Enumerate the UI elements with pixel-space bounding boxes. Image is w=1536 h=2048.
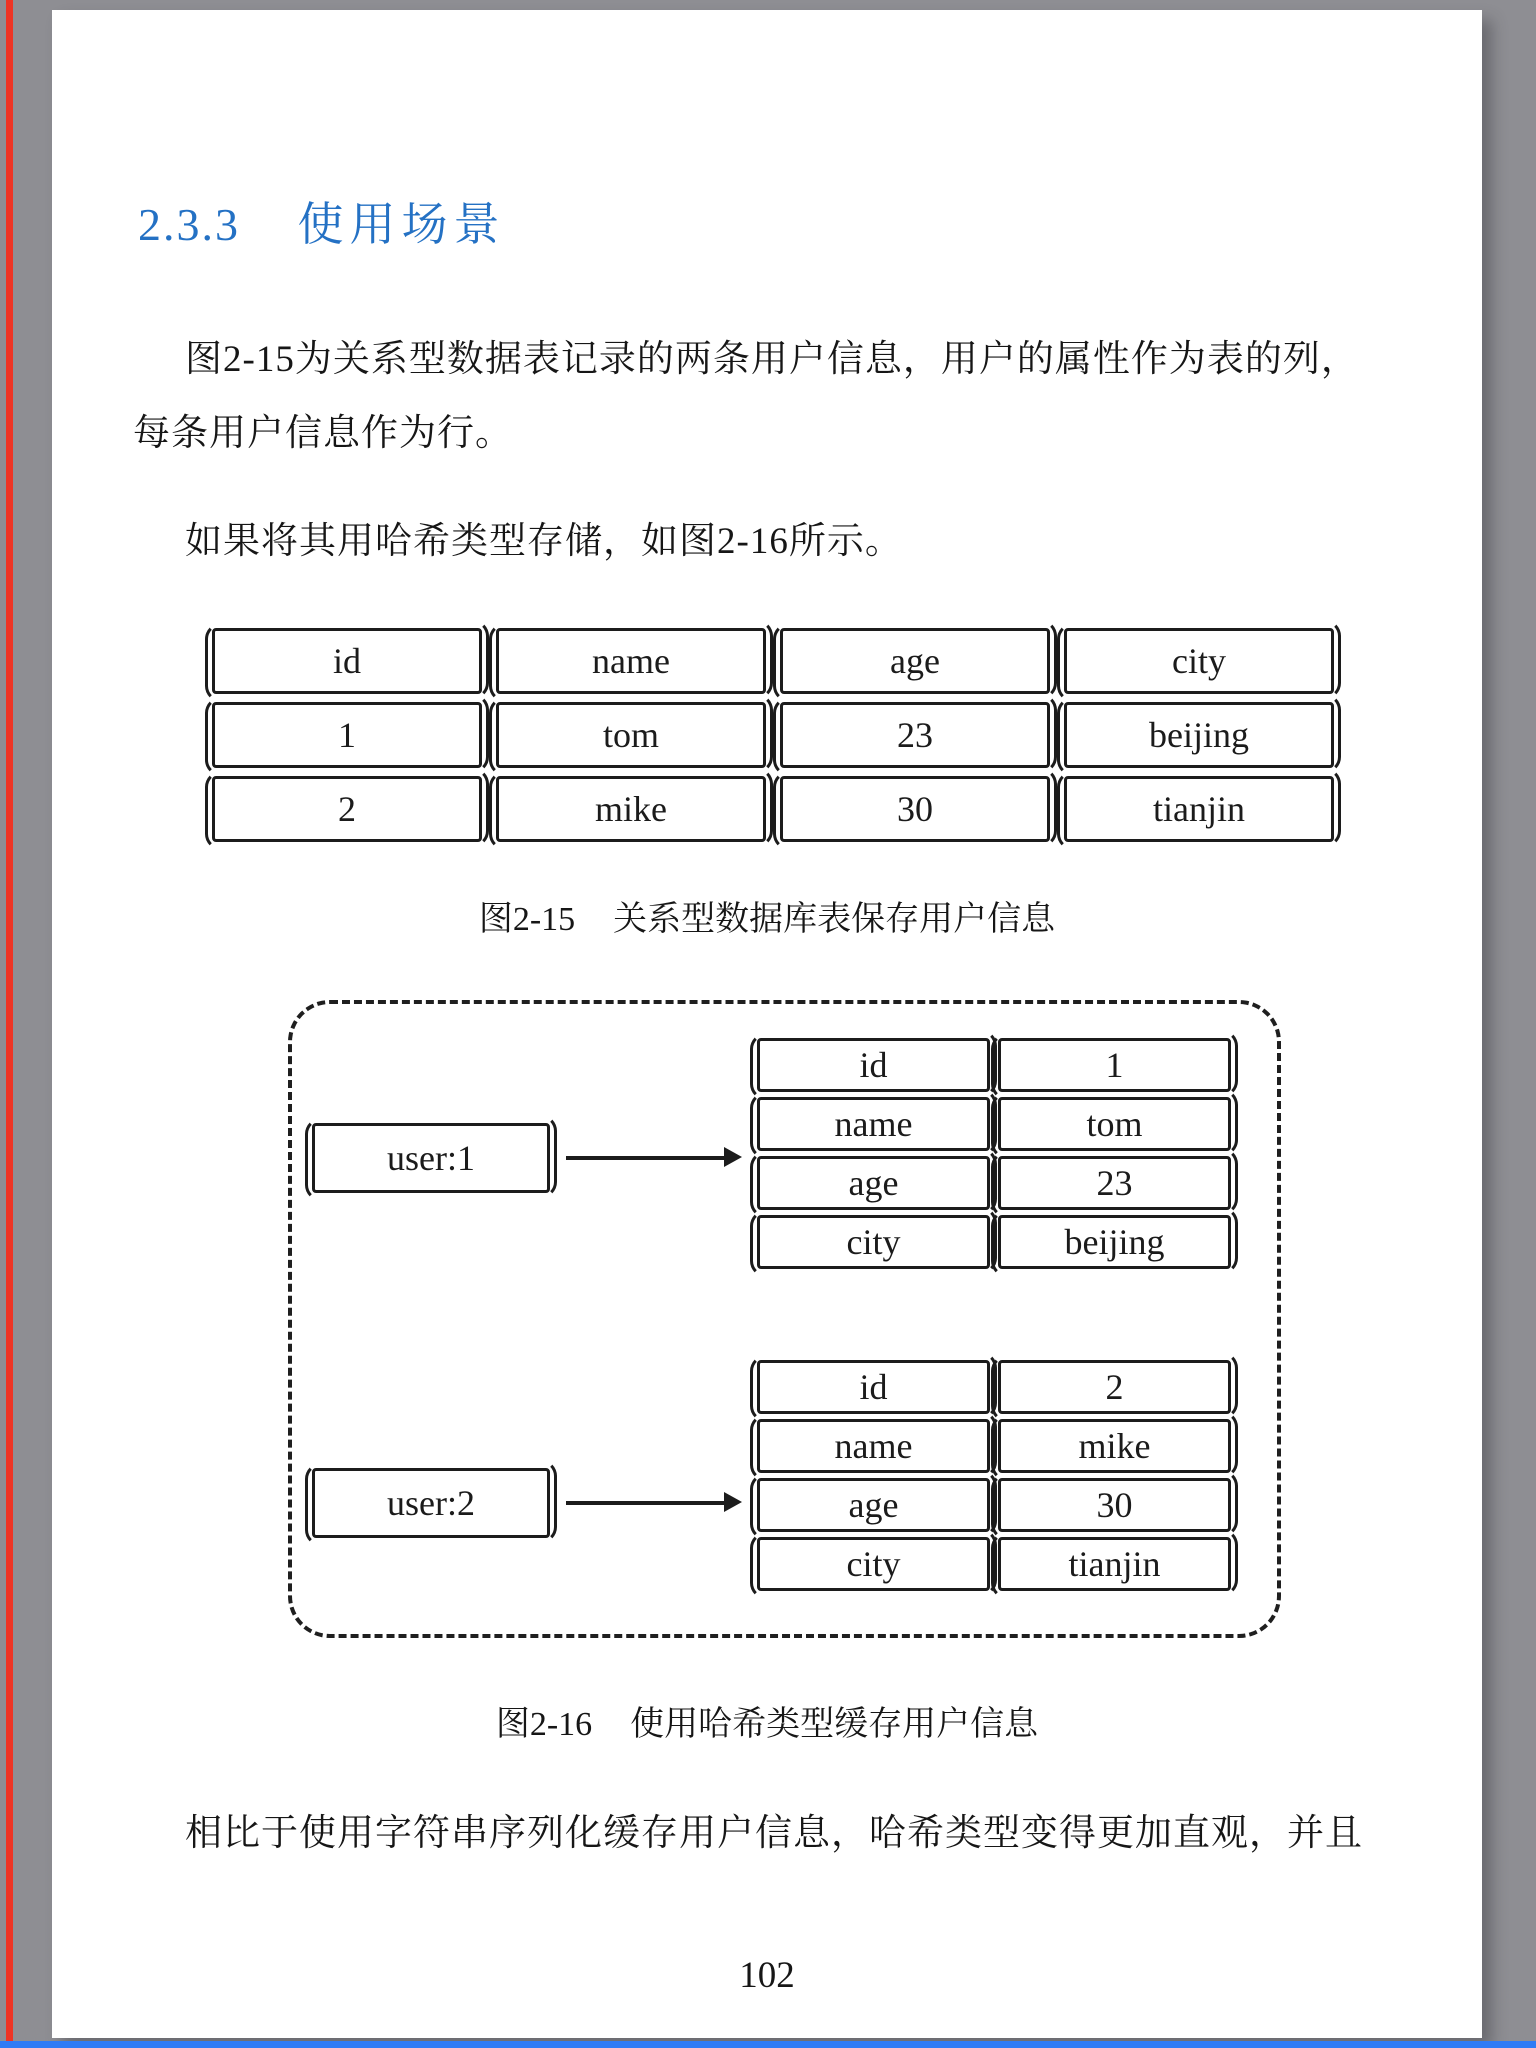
column-header: age bbox=[780, 628, 1050, 694]
hash-value: tom bbox=[998, 1097, 1231, 1151]
table-cell: 1 bbox=[212, 702, 482, 768]
table-cell: 23 bbox=[780, 702, 1050, 768]
table-cell: tom bbox=[496, 702, 766, 768]
column-header: id bbox=[212, 628, 482, 694]
hash-field: age bbox=[757, 1156, 990, 1210]
figure-2-15-caption bbox=[52, 891, 1482, 940]
table-column-name bbox=[496, 628, 766, 850]
paragraph-3: 相比于使用字符串序列化缓存用户信息，哈希类型变得更加直观，并且 bbox=[185, 1813, 1363, 1854]
table-cell: 30 bbox=[780, 776, 1050, 842]
column-header: city bbox=[1064, 628, 1334, 694]
figure-2-16-caption bbox=[52, 1696, 1482, 1745]
hash-value: 1 bbox=[998, 1038, 1231, 1092]
hash-field: city bbox=[757, 1537, 990, 1591]
section-heading bbox=[138, 188, 506, 254]
hash-field: name bbox=[757, 1419, 990, 1473]
figure-title: 关系型数据库表保存用户信息 bbox=[613, 901, 1056, 938]
hash-value: 23 bbox=[998, 1156, 1231, 1210]
figure-label: 图2-16 bbox=[495, 1706, 593, 1743]
table-cell: mike bbox=[496, 776, 766, 842]
arrow-user2 bbox=[566, 1501, 726, 1505]
key-box-user2: user:2 bbox=[312, 1468, 550, 1538]
table-cell: beijing bbox=[1064, 702, 1334, 768]
hash-field: city bbox=[757, 1215, 990, 1269]
key-box-user1: user:1 bbox=[312, 1123, 550, 1193]
hash-value: 2 bbox=[998, 1360, 1231, 1414]
section-title: 使用场景 bbox=[297, 199, 506, 250]
left-edge-accent-bar bbox=[6, 0, 13, 2048]
column-header: name bbox=[496, 628, 766, 694]
page-number: 102 bbox=[739, 1955, 795, 1996]
table-cell: 2 bbox=[212, 776, 482, 842]
book-page[interactable] bbox=[52, 10, 1482, 2038]
table-column-age bbox=[780, 628, 1050, 850]
hash-field: id bbox=[757, 1360, 990, 1414]
paragraph-1-line-1: 图2-15为关系型数据表记录的两条用户信息，用户的属性作为表的列， bbox=[185, 339, 1359, 380]
hash-field: age bbox=[757, 1478, 990, 1532]
table-column-id bbox=[212, 628, 482, 850]
hash-field: name bbox=[757, 1097, 990, 1151]
paragraph-2: 如果将其用哈希类型存储，如图2-16所示。 bbox=[185, 521, 903, 562]
table-cell: tianjin bbox=[1064, 776, 1334, 842]
hash-value: tianjin bbox=[998, 1537, 1231, 1591]
hash-field: id bbox=[757, 1038, 990, 1092]
hash-value: mike bbox=[998, 1419, 1231, 1473]
arrow-user1 bbox=[566, 1156, 726, 1160]
figure-title: 使用哈希类型缓存用户信息 bbox=[630, 1706, 1039, 1743]
hash-value: 30 bbox=[998, 1478, 1231, 1532]
hash-value: beijing bbox=[998, 1215, 1231, 1269]
section-number: 2.3.3 bbox=[138, 199, 240, 250]
table-column-city bbox=[1064, 628, 1334, 850]
bottom-edge-accent-bar bbox=[0, 2041, 1536, 2048]
figure-label: 图2-15 bbox=[478, 901, 576, 938]
paragraph-1-line-2: 每条用户信息作为行。 bbox=[133, 413, 513, 454]
